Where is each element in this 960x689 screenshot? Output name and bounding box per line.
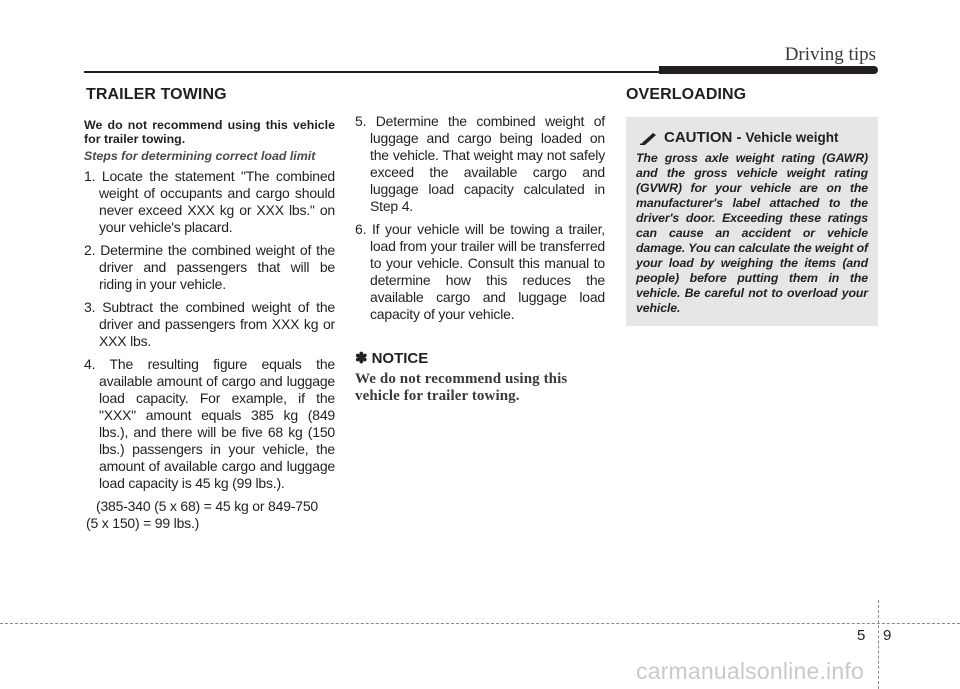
column-right (626, 86, 878, 326)
notice-heading (355, 349, 605, 367)
step-item: 6. If your vehicle will be towing a trailer, load from your trailer will be transferred to your vehicle. Consult this manual to determine how this reduces the available cargo and luggage load capacity of your vehicle. (355, 221, 605, 322)
step-item: 3. Subtract the combined weight of the driver and passengers from XXX kg or XXX lbs. (84, 299, 335, 349)
caution-label: CAUTION - (664, 129, 742, 146)
caution-heading (636, 129, 868, 146)
caution-box (626, 117, 878, 326)
header-rule (84, 71, 674, 73)
overloading-heading: OVERLOADING (626, 86, 747, 103)
notice-label: NOTICE (371, 349, 429, 367)
header-rule-accent (659, 66, 878, 74)
example-calculation (84, 498, 335, 532)
section-number: 5 (857, 627, 866, 644)
footer-divider (878, 600, 879, 689)
caution-text: The gross axle weight rating (GAWR) and the gross vehicle weight rating (GVWR) for your vehicle are on the manufacturer's label attached to the driver's door. Exceeding these ratings can cause an accident or vehicle damage. You can calculate the weight of your load by weighing the items (and people) before putting them in the vehicle. Be careful not to overload your vehicle. (636, 151, 868, 315)
running-header: Driving tips (784, 44, 876, 65)
trailer-towing-heading: TRAILER TOWING (86, 86, 227, 103)
notice-asterisk-icon: ✽ (355, 350, 368, 367)
step-item: 4. The resulting figure equals the available amount of cargo and luggage load capacity. For example, if the "XXX" amount equals 385 kg (849 lbs.), and there will be five 68 kg (150 lbs.) passengers in your vehicle, the amount of available cargo and luggage load capacity is 45 kg (99 lbs.). (84, 356, 335, 491)
steps-list-part2 (355, 113, 605, 323)
step-item: 1. Locate the statement "The combined weight of occupants and cargo should never exceed XXX kg or XXX lbs." on your vehicle's placard. (84, 168, 335, 235)
load-limit-subheading: Steps for determining correct load limit (84, 149, 316, 163)
watermark: carmanualsonline.info (636, 658, 864, 684)
calc-line-1: (385-340 (5 x 68) = 45 kg or 849-750 (96, 498, 319, 514)
column-middle (355, 113, 605, 405)
caution-pencil-icon (640, 131, 658, 145)
page-number: 9 (883, 627, 892, 644)
step-item: 2. Determine the combined weight of the driver and passengers that will be riding in your vehicle. (84, 242, 335, 292)
steps-list-part1 (84, 168, 335, 492)
step-item: 5. Determine the combined weight of luggage and cargo being loaded on the vehicle. That weight may not safely exceed the available cargo and luggage load capacity calculated in Step 4. (355, 113, 605, 214)
column-left (84, 86, 335, 532)
footer-rule (0, 623, 960, 624)
notice-text: We do not recommend using this vehicle for trailer towing. (355, 371, 568, 404)
trailer-intro: We do not recommend using this vehicle for trailer towing. (84, 118, 335, 146)
calc-line-2: (5 x 150) = 99 lbs.) (86, 515, 200, 531)
caution-subtitle: Vehicle weight (745, 130, 839, 145)
